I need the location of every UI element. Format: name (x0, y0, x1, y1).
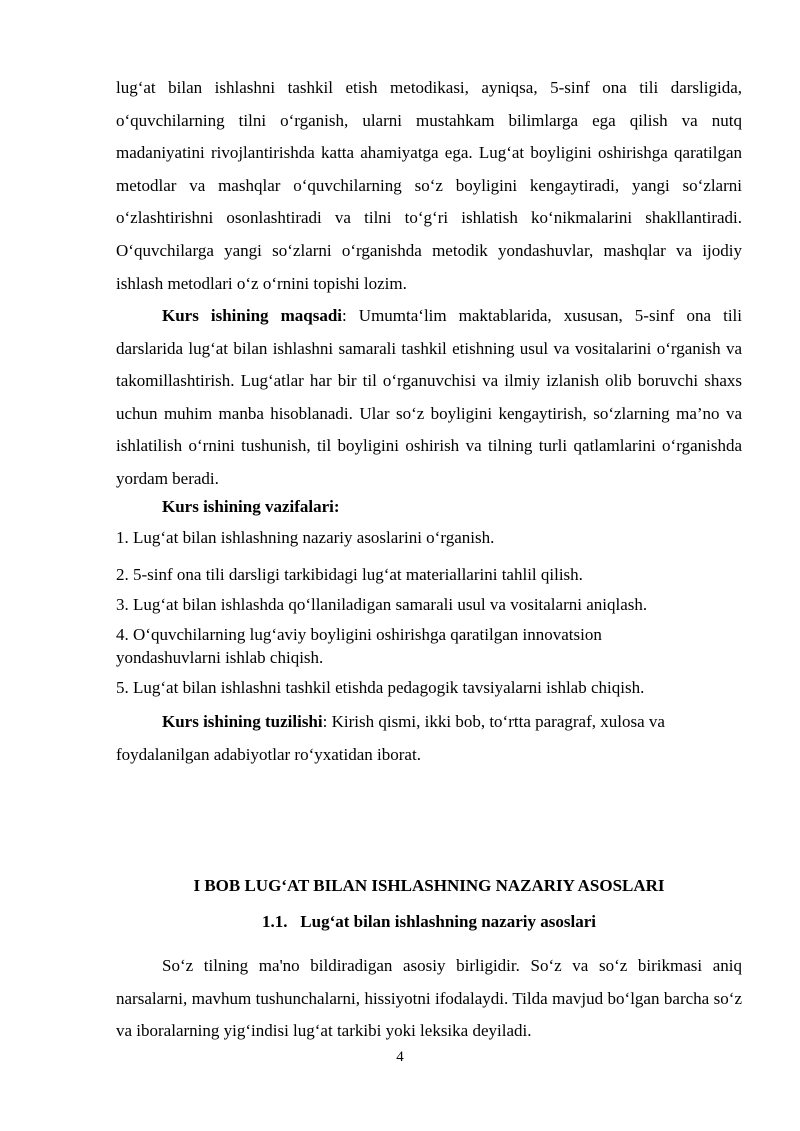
section-heading: 1.1. Lug‘at bilan ishlashning nazariy asoslari (262, 912, 596, 931)
section-block (116, 950, 742, 1048)
task-item-5: 5. Lug‘at bilan ishlashni tashkil etishda pedagogik tavsiyalarni ishlab chiqish. (116, 678, 645, 697)
tasks-heading (116, 495, 742, 518)
goal-block (116, 300, 742, 496)
goal-label: Kurs ishining maqsadi (162, 306, 343, 325)
tasks-block (116, 495, 742, 771)
section-heading-block (116, 910, 742, 933)
task-item-4: 4. O‘quvchilarning lug‘aviy boyligini oshirishga qaratilgan innovatsion yondashuvlarni ishlab chiqish. (116, 625, 602, 667)
task-item-1: 1. Lug‘at bilan ishlashning nazariy asoslarini o‘rganish. (116, 528, 495, 547)
structure-paragraph (116, 706, 726, 771)
goal-text: : Umumta‘lim maktablarida, xususan, 5-sinf ona tili darslarida lug‘at bilan ishlashni samarali tashkil etishning usul va vositalarini o‘rganish va takomillashtirish. Lug‘atlar har bir til o‘rganuvchisi va ilmiy izlanish olib boruvchi shaxs uchun muhim manba hisoblanadi. Ular so‘z boyligini kengaytirish, so‘zlarning ma’no va ishlatilish o‘rnini tushunish, til boyligini oshirish va tilning turli qatlamlarini o‘rganishda yordam beradi. (116, 306, 742, 488)
structure-text: : Kirish qismi, ikki bob, to‘rtta paragraf, xulosa va foydalanilgan adabiyotlar ro‘yxatidan iborat. (116, 712, 665, 764)
intro-block (116, 72, 742, 300)
tasks-label: Kurs ishining vazifalari: (162, 497, 340, 516)
goal-paragraph (116, 300, 742, 496)
task-item-2: 2. 5-sinf ona tili darsligi tarkibidagi lug‘at materiallarini tahlil qilish. (116, 565, 583, 584)
intro-paragraph: lug‘at bilan ishlashni tashkil etish metodikasi, ayniqsa, 5-sinf ona tili darsligida, o‘quvchilarning tilni o‘rganish, ularni mustahkam bilimlarga ega qilish va nutq madaniyatini rivojlantirishda katta ahamiyatga ega. Lug‘at boyligini oshirishga qaratilgan metodlar va mashqlar o‘quvchilarning so‘z boyligini kengaytiradi, yangi so‘zlarni o‘zlashtirishni osonlashtiradi va tilni to‘g‘ri ishlatish ko‘nikmalarini shakllantiradi. O‘quvchilarga yangi so‘zlarni o‘rganishda metodik yondashuvlar, mashqlar va ijodiy ishlash metodlari o‘z o‘rnini topishi lozim. (116, 78, 742, 293)
page-number: 4 (396, 1049, 404, 1065)
chapter-heading: I BOB LUG‘AT BILAN ISHLASHNING NAZARIY ASOSLARI (193, 876, 665, 895)
section-paragraph: So‘z tilning ma'no bildiradigan asosiy birligidir. So‘z va so‘z birikmasi aniq narsalarni, mavhum tushunchalarni, hissiyotni ifodalaydi. Tilda mavjud bo‘lgan barcha so‘z va iboralarning yig‘indisi lug‘at tarkibi yoki leksika deyiladi. (116, 956, 742, 1041)
task-item-3: 3. Lug‘at bilan ishlashda qo‘llaniladigan samarali usul va vositalarni aniqlash. (116, 595, 648, 614)
chapter-heading-block (116, 874, 742, 897)
structure-label: Kurs ishining tuzilishi (162, 712, 323, 731)
